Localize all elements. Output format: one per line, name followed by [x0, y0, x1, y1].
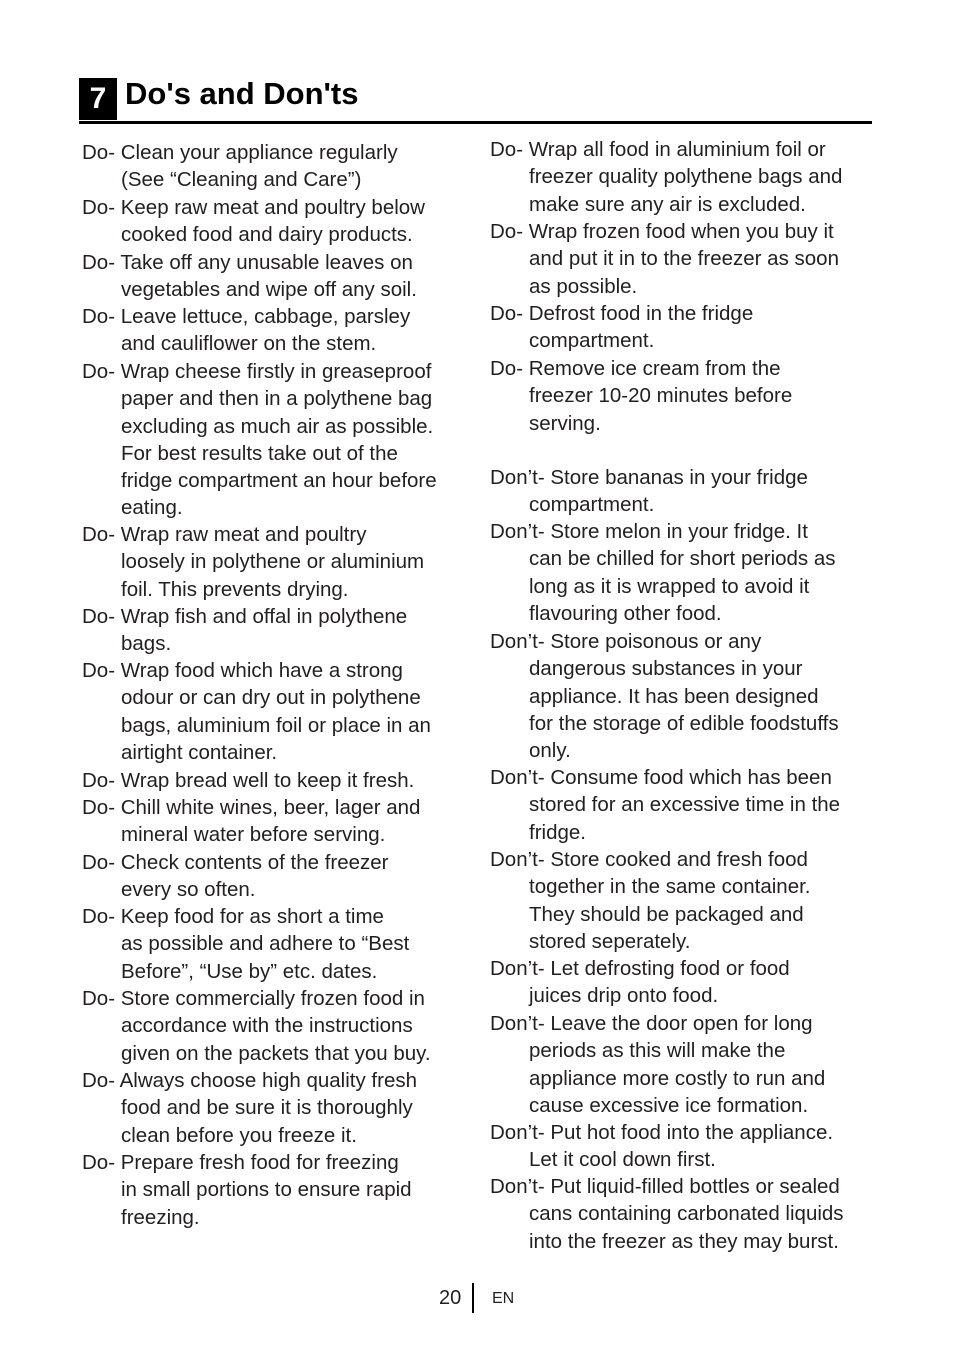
item-text-line: Do- Keep raw meat and poultry below [82, 196, 425, 219]
language-code: EN [492, 1290, 515, 1307]
item-text-line: cause excessive ice formation. [529, 1093, 809, 1117]
item-text-line: Do- Wrap raw meat and poultry [82, 523, 367, 546]
item-text-line: cans containing carbonated liquids [529, 1202, 844, 1226]
item-text-line: paper and then in a polythene bag [121, 387, 433, 411]
do-item [490, 136, 875, 218]
item-text-line: vegetables and wipe off any soil. [121, 278, 417, 302]
item-text-line: Before”, “Use by” etc. dates. [121, 959, 378, 983]
item-text-line: stored for an excessive time in the [529, 793, 841, 817]
item-text-line: serving. [529, 411, 601, 435]
item-text-line: Do- Clean your appliance regularly [82, 141, 398, 164]
item-text-line: only. [529, 739, 571, 763]
item-text-line: and cauliflower on the stem. [121, 332, 377, 356]
do-item [82, 603, 467, 658]
item-text-line: long as it is wrapped to avoid it [529, 574, 810, 598]
item-text-line: Don’t- Put hot food into the appliance. [490, 1121, 834, 1144]
item-text-line: flavouring other food. [529, 601, 722, 625]
dont-item [490, 1119, 875, 1174]
item-text-line: compartment. [529, 493, 655, 517]
item-text-line: accordance with the instructions [121, 1014, 413, 1038]
item-text-line: Let it cool down first. [529, 1148, 716, 1172]
item-text-line: given on the packets that you buy. [121, 1041, 431, 1065]
item-text-line: stored seperately. [529, 929, 691, 953]
dont-item [490, 1010, 875, 1119]
do-item [82, 903, 467, 985]
section-title: Do's and Don'ts [125, 76, 359, 111]
item-text-line: make sure any air is excluded. [529, 192, 806, 216]
do-item [82, 985, 467, 1067]
item-text-line: clean before you freeze it. [121, 1123, 357, 1147]
do-item [82, 521, 467, 603]
item-text-line: Do- Always choose high quality fresh [82, 1069, 418, 1092]
item-text-line: food and be sure it is thoroughly [121, 1096, 413, 1120]
item-text-line: Do- Defrost food in the fridge [490, 302, 754, 325]
item-text-line: Do- Wrap fish and offal in polythene [82, 605, 408, 628]
dont-item [490, 846, 875, 955]
item-text-line: juices drip onto food. [529, 984, 719, 1008]
do-item [82, 849, 467, 904]
item-text-line: (See “Cleaning and Care”) [121, 168, 362, 192]
dont-item [490, 955, 875, 1010]
item-text-line: freezing. [121, 1205, 200, 1229]
do-item [490, 218, 875, 300]
do-item [82, 303, 467, 358]
do-item [490, 355, 875, 437]
item-text-line: Do- Store commercially frozen food in [82, 987, 425, 1010]
do-item [82, 1149, 467, 1231]
item-text-line: Do- Check contents of the freezer [82, 851, 389, 874]
item-text-line: Do- Wrap all food in aluminium foil or [490, 138, 826, 161]
item-text-line: Do- Remove ice cream from the [490, 357, 781, 380]
section-number-badge: 7 [79, 78, 117, 120]
item-text-line: For best results take out of the [121, 441, 398, 465]
do-item [82, 358, 467, 522]
item-text-line: fridge. [529, 820, 586, 844]
item-text-line: dangerous substances in your [529, 657, 803, 681]
item-text-line: into the freezer as they may burst. [529, 1229, 839, 1253]
item-text-line: Do- Wrap cheese firstly in greaseproof [82, 360, 432, 383]
item-text-line: every so often. [121, 878, 256, 902]
item-text-line: mineral water before serving. [121, 823, 386, 847]
item-text-line: and put it in to the freezer as soon [529, 247, 839, 271]
item-text-line: airtight container. [121, 740, 278, 764]
item-text-line: Don’t- Store melon in your fridge. It [490, 520, 808, 543]
do-item [82, 249, 467, 304]
item-text-line: Do- Wrap food which have a strong [82, 659, 403, 682]
do-item [82, 139, 467, 194]
footer-divider [472, 1283, 474, 1313]
item-text-line: Do- Leave lettuce, cabbage, parsley [82, 305, 411, 328]
item-text-line: Don’t- Store poisonous or any [490, 630, 762, 653]
item-text-line: cooked food and dairy products. [121, 223, 413, 247]
item-text-line: fridge compartment an hour before [121, 469, 437, 493]
item-text-line: compartment. [529, 329, 655, 353]
do-item [82, 767, 467, 794]
item-text-line: Do- Wrap bread well to keep it fresh. [82, 769, 415, 792]
do-item [82, 657, 467, 766]
item-text-line: for the storage of edible foodstuffs [529, 711, 839, 735]
item-text-line: together in the same container. [529, 875, 811, 899]
header-rule [79, 121, 872, 124]
page-number: 20 [439, 1287, 462, 1309]
dont-item [490, 1173, 875, 1255]
item-text-line: Don’t- Consume food which has been [490, 766, 832, 789]
item-text-line: Do- Prepare fresh food for freezing [82, 1151, 399, 1174]
do-item [82, 794, 467, 849]
item-text-line: bags, aluminium foil or place in an [121, 713, 431, 737]
item-text-line: Don’t- Store cooked and fresh food [490, 848, 808, 871]
do-item [82, 194, 467, 249]
dont-item [490, 628, 875, 764]
item-text-line: foil. This prevents drying. [121, 577, 349, 601]
item-text-line: appliance. It has been designed [529, 684, 819, 708]
item-text-line: loosely in polythene or aluminium [121, 550, 425, 574]
item-text-line: odour or can dry out in polythene [121, 686, 421, 710]
dont-item [490, 764, 875, 846]
item-text-line: They should be packaged and [529, 902, 804, 926]
item-text-line: freezer quality polythene bags and [529, 165, 843, 189]
item-text-line: periods as this will make the [529, 1039, 786, 1063]
item-text-line: Do- Chill white wines, beer, lager and [82, 796, 421, 819]
item-text-line: Don’t- Let defrosting food or food [490, 957, 790, 980]
item-text-line: Don’t- Leave the door open for long [490, 1012, 813, 1035]
item-text-line: can be chilled for short periods as [529, 547, 836, 571]
item-text-line: freezer 10-20 minutes before [529, 384, 793, 408]
item-text-line: excluding as much air as possible. [121, 414, 434, 438]
do-item [82, 1067, 467, 1149]
item-text-line: eating. [121, 496, 183, 520]
item-text-line: Don’t- Store bananas in your fridge [490, 466, 808, 489]
item-text-line: in small portions to ensure rapid [121, 1178, 412, 1202]
item-text-line: as possible. [529, 274, 638, 298]
item-text-line: Do- Take off any unusable leaves on [82, 251, 413, 274]
item-text-line: as possible and adhere to “Best [121, 932, 410, 956]
item-text-line: Do- Wrap frozen food when you buy it [490, 220, 834, 243]
item-text-line: Do- Keep food for as short a time [82, 905, 384, 928]
do-item [490, 300, 875, 355]
item-text-line: bags. [121, 632, 172, 656]
dont-item [490, 464, 875, 519]
dont-item [490, 518, 875, 627]
item-text-line: Don’t- Put liquid-filled bottles or sealed [490, 1175, 840, 1198]
item-text-line: appliance more costly to run and [529, 1066, 826, 1090]
